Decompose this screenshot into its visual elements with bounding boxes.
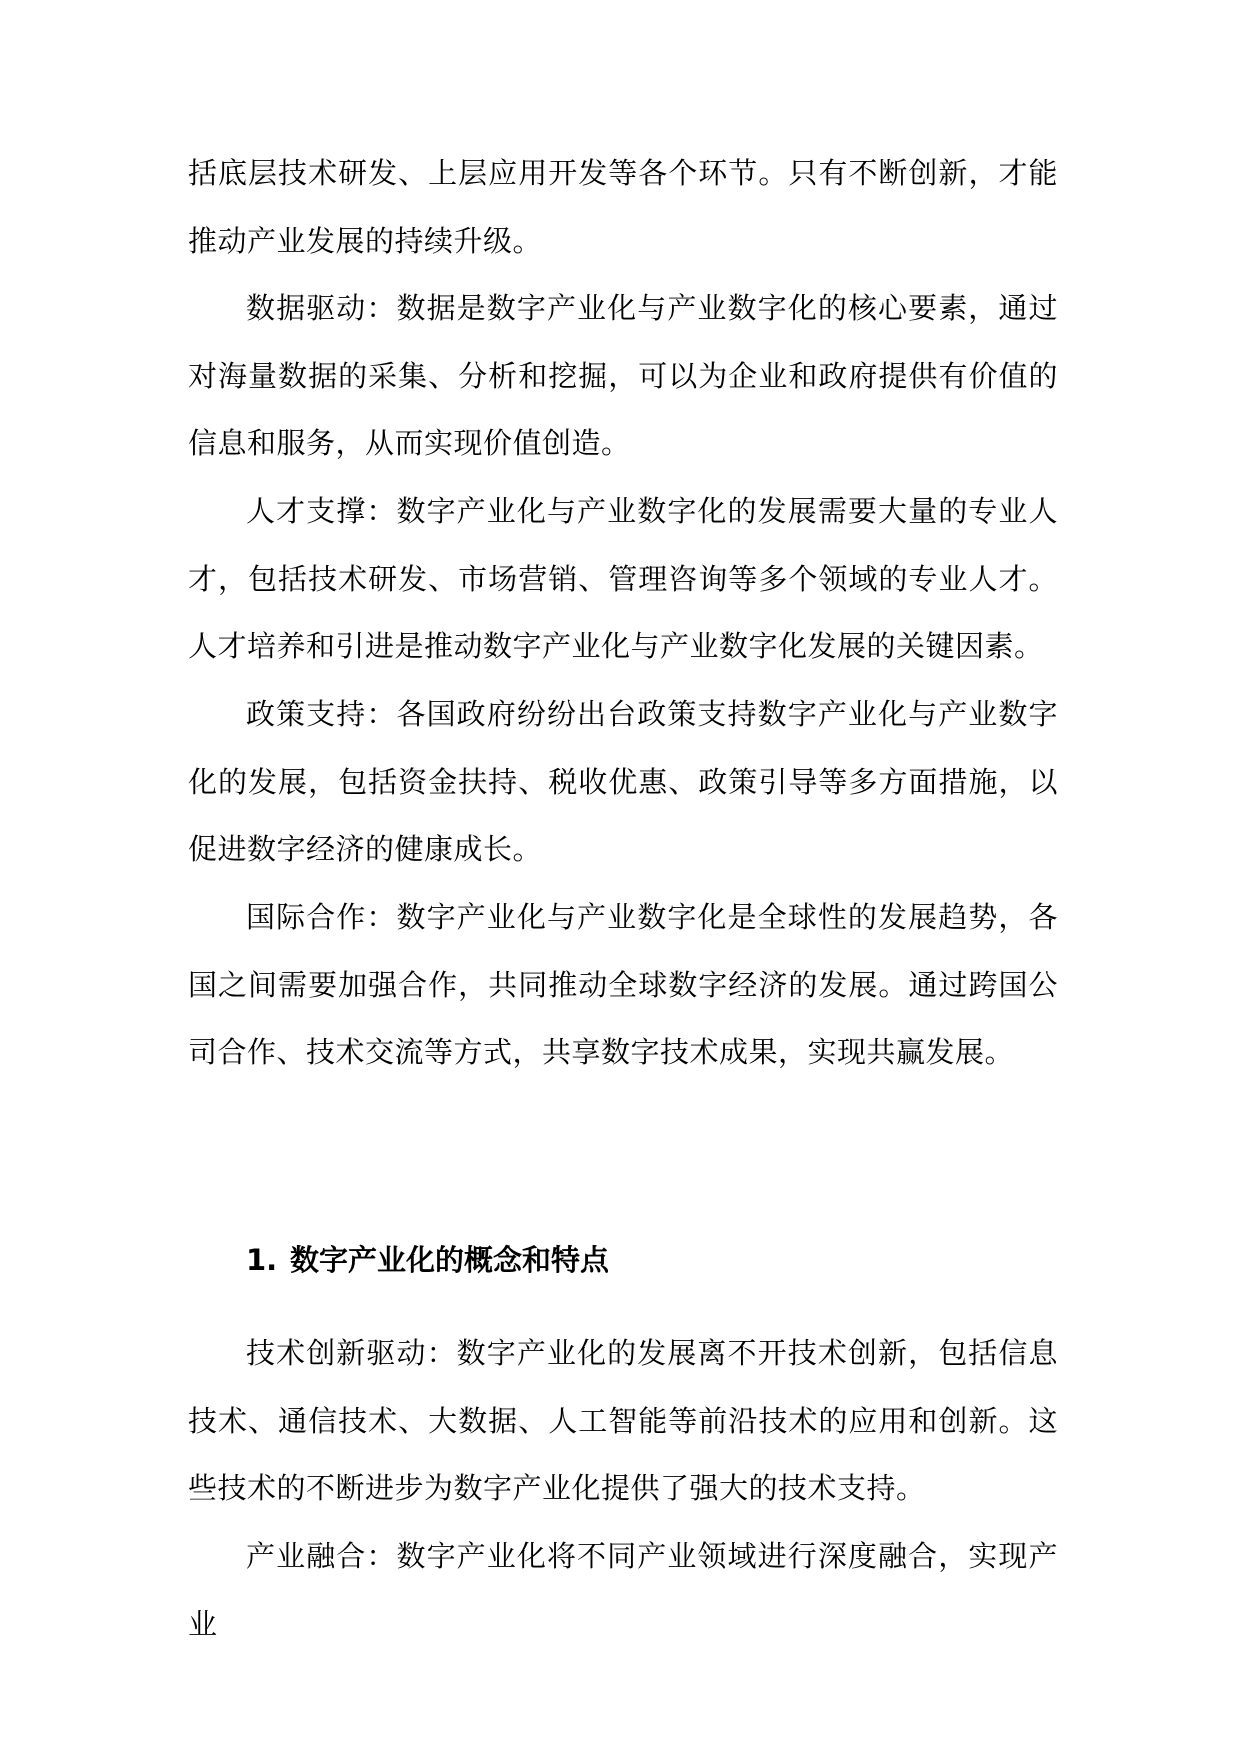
paragraph-industry-fusion: 产业融合：数字产业化将不同产业领域进行深度融合，实现产业 bbox=[188, 1539, 1058, 1641]
paragraph-innovation-continued: 括底层技术研发、上层应用开发等各个环节。只有不断创新，才能推动产业发展的持续升级。 bbox=[188, 156, 1058, 258]
paragraph-policy-support: 政策支持：各国政府纷纷出台政策支持数字产业化与产业数字化的发展，包括资金扶持、税收优惠、政策引导等多方面措施，以促进数字经济的健康成长。 bbox=[188, 697, 1058, 866]
section-title: 数字产业化的概念和特点 bbox=[290, 1243, 610, 1277]
paragraph-talent-support: 人才支撑：数字产业化与产业数字化的发展需要大量的专业人才，包括技术研发、市场营销、管理咨询等多个领域的专业人才。人才培养和引进是推动数字产业化与产业数字化发展的关键因素。 bbox=[188, 494, 1058, 663]
paragraph-data-driven: 数据驱动：数据是数字产业化与产业数字化的核心要素，通过对海量数据的采集、分析和挖掘，可以为企业和政府提供有价值的信息和服务，从而实现价值创造。 bbox=[188, 291, 1058, 460]
section-heading bbox=[246, 1240, 609, 1280]
paragraph-tech-innovation: 技术创新驱动：数字产业化的发展离不开技术创新，包括信息技术、通信技术、大数据、人工智能等前沿技术的应用和创新。这些技术的不断进步为数字产业化提供了强大的技术支持。 bbox=[188, 1336, 1058, 1505]
paragraph-international-cooperation: 国际合作：数字产业化与产业数字化是全球性的发展趋势，各国之间需要加强合作，共同推动全球数字经济的发展。通过跨国公司合作、技术交流等方式，共享数字技术成果，实现共赢发展。 bbox=[188, 900, 1058, 1069]
section-number: 1. bbox=[246, 1243, 278, 1277]
